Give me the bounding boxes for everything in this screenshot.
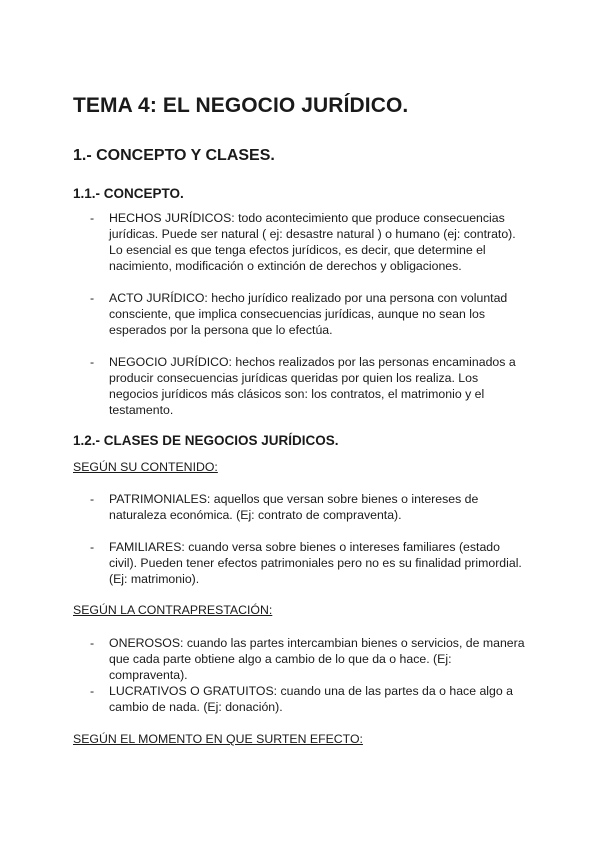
subsection-heading-concepto: 1.1.- CONCEPTO.	[73, 186, 184, 201]
list-item-text: ACTO JURÍDICO: hecho jurídico realizado por una persona con voluntad consciente, que implica consecuencias jurídicas, aunque no sean los esperados por la persona que lo efectúa.	[109, 291, 508, 337]
list-item-negocio-juridico	[90, 354, 530, 418]
list-item-hechos-juridicos	[90, 210, 530, 274]
list-item-lucrativos	[90, 683, 530, 715]
bullet-dash: -	[90, 291, 95, 305]
list-item-text: PATRIMONIALES: aquellos que versan sobre bienes o intereses de naturaleza económica. (Ej: contrato de compraventa).	[109, 492, 479, 522]
list-item-text: ONEROSOS: cuando las partes intercambian bienes o servicios, de manera que cada parte obtiene algo a cambio de lo que da o hace. (Ej: compraventa).	[109, 636, 525, 682]
list-item-familiares	[90, 539, 530, 587]
group-label-segun-contenido: SEGÚN SU CONTENIDO:	[73, 460, 218, 474]
list-item-acto-juridico	[90, 290, 530, 338]
bullet-dash: -	[90, 492, 95, 506]
bullet-dash: -	[90, 355, 95, 369]
document-title: TEMA 4: EL NEGOCIO JURÍDICO.	[73, 94, 409, 117]
subsection-heading-clases: 1.2.- CLASES DE NEGOCIOS JURÍDICOS.	[73, 433, 339, 448]
bullet-dash: -	[90, 211, 95, 225]
group-label-segun-momento: SEGÚN EL MOMENTO EN QUE SURTEN EFECTO:	[73, 732, 363, 746]
list-item-text: HECHOS JURÍDICOS: todo acontecimiento que produce consecuencias jurídicas. Puede ser natural ( ej: desastre natural ) o humano (ej: contrato). Lo esencial es que tenga efectos jurídicos, es decir, que determine el nacimiento, modificación o extinción de derechos y obligaciones.	[109, 211, 516, 273]
section-heading-concepto-y-clases: 1.- CONCEPTO Y CLASES.	[73, 147, 275, 164]
bullet-dash: -	[90, 684, 95, 698]
list-item-text: FAMILIARES: cuando versa sobre bienes o intereses familiares (estado civil). Pueden tener efectos patrimoniales pero no es su finalidad primordial. (Ej: matrimonio).	[109, 540, 522, 586]
list-item-text: NEGOCIO JURÍDICO: hechos realizados por las personas encaminados a producir consecuencias jurídicas queridas por quien los realiza. Los negocios jurídicos más clásicos son: los contratos, el matrimonio y el testamento.	[109, 355, 516, 417]
list-item-onerosos	[90, 635, 530, 683]
list-item-text: LUCRATIVOS O GRATUITOS: cuando una de las partes da o hace algo a cambio de nada. (Ej: donación).	[109, 684, 513, 714]
list-item-patrimoniales	[90, 491, 530, 523]
bullet-dash: -	[90, 636, 95, 650]
group-label-segun-contraprestacion: SEGÚN LA CONTRAPRESTACIÓN:	[73, 603, 273, 617]
bullet-dash: -	[90, 540, 95, 554]
